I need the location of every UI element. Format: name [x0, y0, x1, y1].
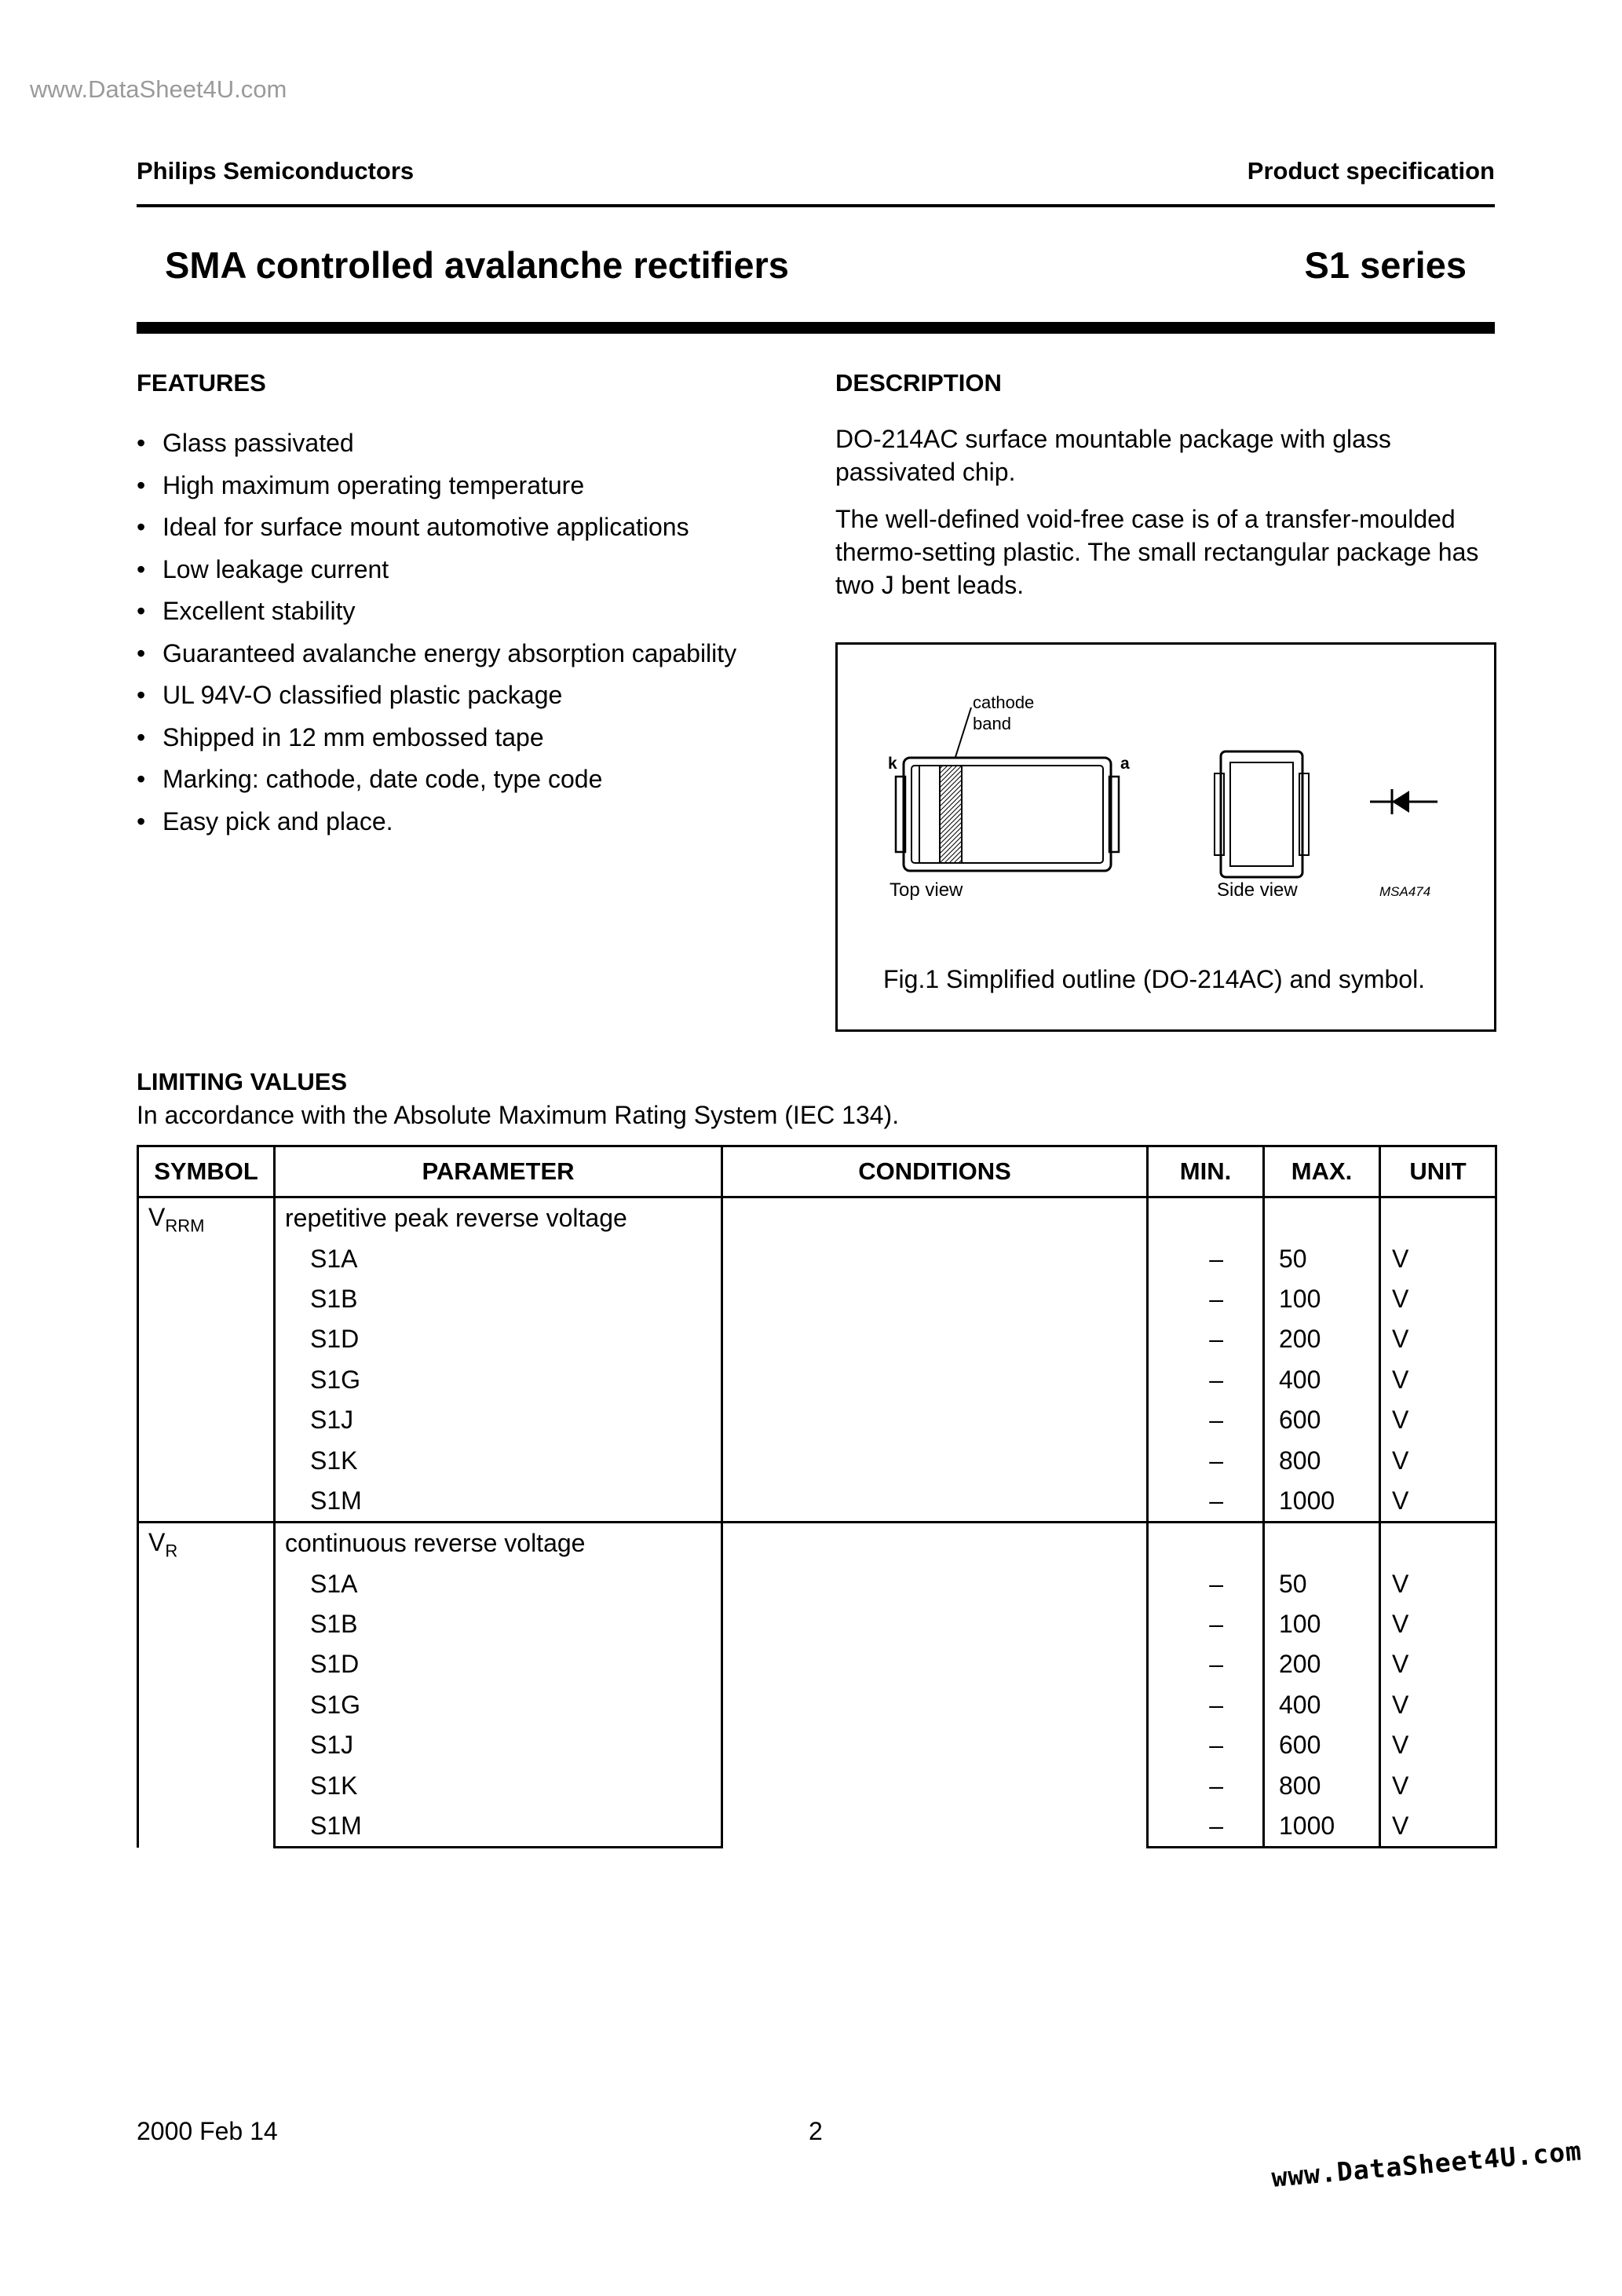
min-cell	[1148, 1523, 1264, 1564]
feature-item: • High maximum operating temperature	[137, 465, 796, 507]
min-cell: –	[1148, 1481, 1264, 1523]
min-cell: –	[1148, 1400, 1264, 1440]
feature-item: • Shipped in 12 mm embossed tape	[137, 717, 796, 759]
series-title: S1 series	[1304, 244, 1467, 286]
column-header: MIN.	[1148, 1146, 1264, 1197]
figure-caption: Fig.1 Simplified outline (DO-214AC) and symbol.	[883, 965, 1426, 993]
description-paragraph: DO-214AC surface mountable package with glass passivated chip.	[835, 425, 1391, 486]
max-cell: 100	[1264, 1279, 1380, 1319]
column-header: MAX.	[1264, 1146, 1380, 1197]
max-cell: 1000	[1264, 1806, 1380, 1848]
type-cell: S1B	[275, 1279, 722, 1319]
unit-cell: V	[1380, 1440, 1496, 1480]
symbol-cell	[138, 1523, 275, 1848]
unit-cell: V	[1380, 1279, 1496, 1319]
min-cell: –	[1148, 1604, 1264, 1644]
feature-item: • Glass passivated	[137, 422, 796, 465]
feature-item: • Easy pick and place.	[137, 801, 796, 843]
cathode-leader-line	[955, 707, 971, 757]
type-cell: S1K	[275, 1765, 722, 1805]
min-cell: –	[1148, 1806, 1264, 1848]
type-cell: S1A	[275, 1238, 722, 1278]
conditions-cell	[722, 1197, 1148, 1523]
side-view-label: Side view	[1217, 879, 1298, 901]
unit-cell: V	[1380, 1725, 1496, 1765]
conditions-cell	[722, 1523, 1148, 1848]
page-number: 2	[809, 2117, 823, 2145]
unit-cell	[1380, 1197, 1496, 1239]
description-heading: DESCRIPTION	[835, 369, 1002, 397]
max-cell: 400	[1264, 1685, 1380, 1725]
side-view-package	[1215, 751, 1309, 877]
column-header: PARAMETER	[275, 1146, 722, 1197]
symbol-cell	[138, 1197, 275, 1523]
max-cell: 600	[1264, 1725, 1380, 1765]
min-cell: –	[1148, 1440, 1264, 1480]
max-cell: 200	[1264, 1644, 1380, 1684]
min-cell: –	[1148, 1564, 1264, 1604]
min-cell: –	[1148, 1685, 1264, 1725]
unit-cell: V	[1380, 1644, 1496, 1684]
min-cell: –	[1148, 1765, 1264, 1805]
unit-cell: V	[1380, 1685, 1496, 1725]
type-cell: S1D	[275, 1319, 722, 1359]
header-doc-type: Product specification	[1247, 157, 1495, 185]
unit-cell: V	[1380, 1604, 1496, 1644]
min-cell: –	[1148, 1279, 1264, 1319]
top-view-label: Top view	[890, 879, 963, 901]
diode-symbol-icon	[1370, 789, 1438, 814]
parameter-cell: continuous reverse voltage	[275, 1523, 722, 1564]
unit-cell: V	[1380, 1481, 1496, 1523]
max-cell: 800	[1264, 1440, 1380, 1480]
max-cell: 50	[1264, 1238, 1380, 1278]
symbol-main: V	[148, 1528, 166, 1557]
min-cell: –	[1148, 1360, 1264, 1400]
max-cell: 1000	[1264, 1481, 1380, 1523]
min-cell: –	[1148, 1644, 1264, 1684]
page-title: SMA controlled avalanche rectifiers	[165, 244, 789, 286]
max-cell: 400	[1264, 1360, 1380, 1400]
title-rule	[137, 322, 1495, 334]
max-cell: 800	[1264, 1765, 1380, 1805]
features-section	[137, 369, 796, 843]
cathode-label-2: band	[973, 714, 1011, 733]
figure-code: MSA474	[1379, 884, 1431, 899]
figure-box	[835, 642, 1496, 1032]
table-row	[138, 1523, 1496, 1564]
min-cell	[1148, 1197, 1264, 1239]
symbol-subscript: RRM	[165, 1216, 205, 1236]
limiting-values-section	[137, 1068, 899, 1130]
type-cell: S1M	[275, 1481, 722, 1523]
unit-cell: V	[1380, 1806, 1496, 1848]
feature-item: • UL 94V-O classified plastic package	[137, 675, 796, 717]
type-cell: S1G	[275, 1685, 722, 1725]
unit-cell: V	[1380, 1400, 1496, 1440]
description-section	[835, 369, 1495, 601]
column-header: CONDITIONS	[722, 1146, 1148, 1197]
max-cell: 200	[1264, 1319, 1380, 1359]
type-cell: S1A	[275, 1564, 722, 1604]
watermark-bottom: www.DataSheet4U.com	[1270, 2135, 1584, 2193]
top-view-package	[896, 758, 1119, 871]
unit-cell	[1380, 1523, 1496, 1564]
cathode-label-1: cathode	[973, 693, 1035, 712]
type-cell: S1J	[275, 1400, 722, 1440]
max-cell	[1264, 1197, 1380, 1239]
parameter-cell: repetitive peak reverse voltage	[275, 1197, 722, 1239]
features-list	[137, 422, 796, 843]
k-label: k	[888, 755, 897, 773]
type-cell: S1K	[275, 1440, 722, 1480]
type-cell: S1B	[275, 1604, 722, 1644]
features-heading: FEATURES	[137, 369, 266, 397]
type-cell: S1M	[275, 1806, 722, 1848]
feature-item: • Ideal for surface mount automotive applications	[137, 506, 796, 549]
unit-cell: V	[1380, 1564, 1496, 1604]
feature-item: • Guaranteed avalanche energy absorption capability	[137, 633, 796, 675]
type-cell: S1G	[275, 1360, 722, 1400]
max-cell	[1264, 1523, 1380, 1564]
feature-item: • Marking: cathode, date code, type code	[137, 759, 796, 801]
type-cell: S1J	[275, 1725, 722, 1765]
type-cell: S1D	[275, 1644, 722, 1684]
limiting-values-table	[137, 1145, 1497, 1848]
table-row	[138, 1197, 1496, 1239]
feature-item: • Excellent stability	[137, 590, 796, 633]
header-company: Philips Semiconductors	[137, 157, 415, 185]
a-label: a	[1120, 755, 1130, 773]
column-header: UNIT	[1380, 1146, 1496, 1197]
min-cell: –	[1148, 1238, 1264, 1278]
unit-cell: V	[1380, 1238, 1496, 1278]
table-header-row	[138, 1146, 1496, 1197]
watermark-top: www.DataSheet4U.com	[30, 75, 287, 103]
footer-date: 2000 Feb 14	[137, 2117, 278, 2145]
min-cell: –	[1148, 1725, 1264, 1765]
unit-cell: V	[1380, 1765, 1496, 1805]
max-cell: 50	[1264, 1564, 1380, 1604]
limiting-subtitle: In accordance with the Absolute Maximum Rating System (IEC 134).	[137, 1101, 900, 1129]
column-header: SYMBOL	[138, 1146, 275, 1197]
max-cell: 100	[1264, 1604, 1380, 1644]
unit-cell: V	[1380, 1360, 1496, 1400]
unit-cell: V	[1380, 1319, 1496, 1359]
description-paragraph: The well-defined void-free case is of a transfer-moulded thermo-setting plastic. The small rectangular package has two J bent leads.	[835, 505, 1479, 599]
limiting-heading: LIMITING VALUES	[137, 1068, 348, 1095]
max-cell: 600	[1264, 1400, 1380, 1440]
symbol-subscript: R	[165, 1541, 178, 1561]
header-rule	[137, 204, 1495, 207]
feature-item: • Low leakage current	[137, 549, 796, 591]
symbol-main: V	[148, 1203, 166, 1231]
min-cell: –	[1148, 1319, 1264, 1359]
